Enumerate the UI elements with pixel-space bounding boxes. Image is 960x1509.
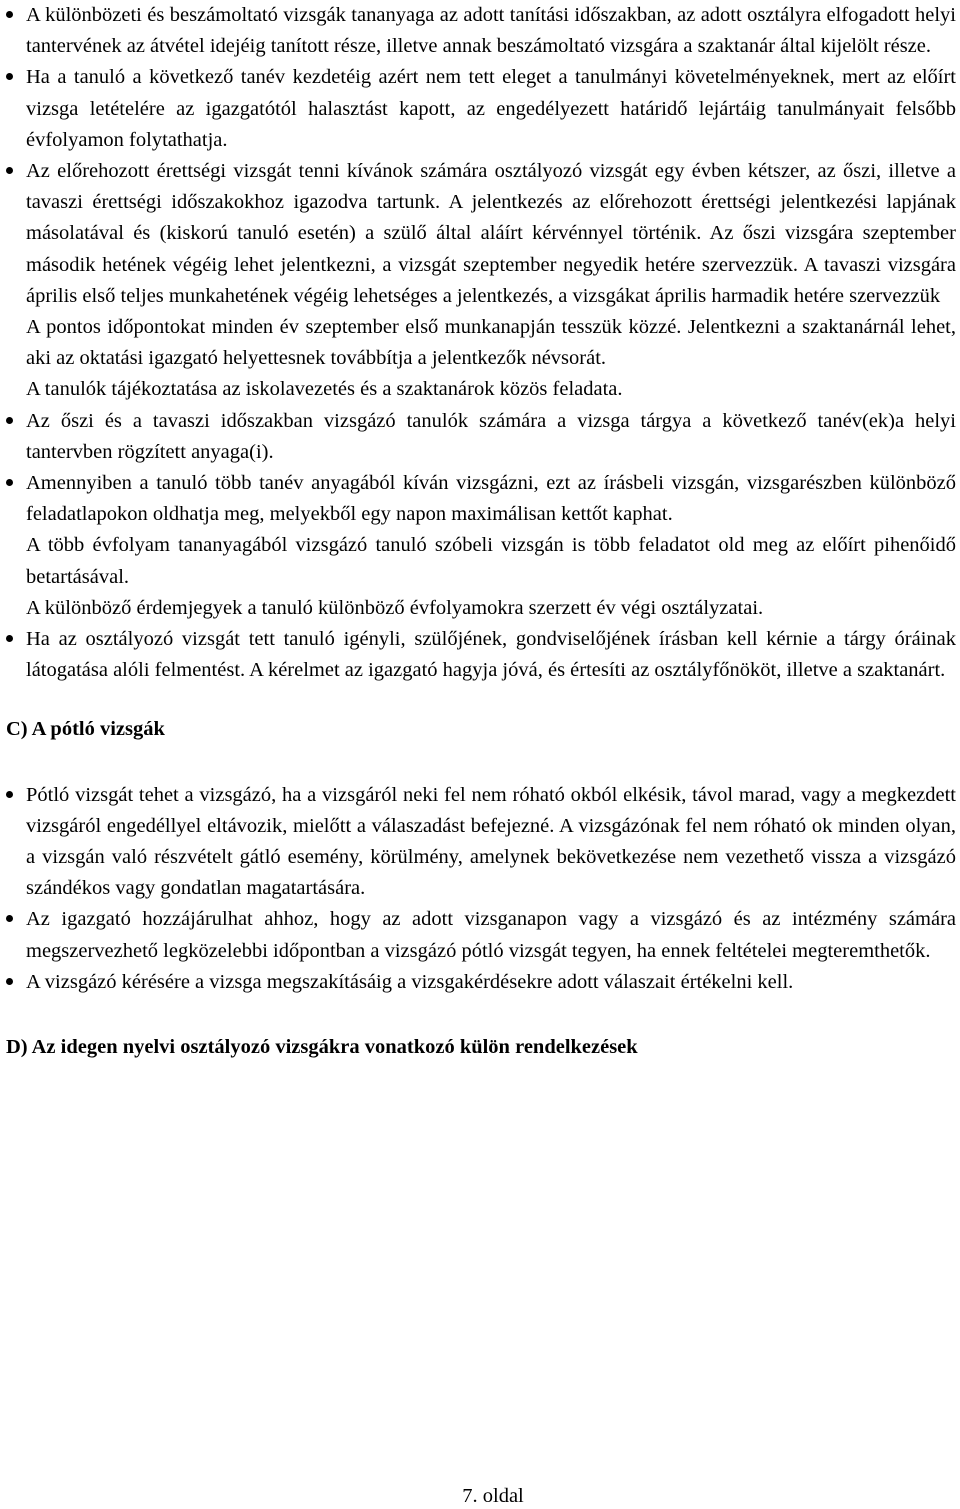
paragraph: A különböző érdemjegyek a tanuló különböző évfolyamokra szerzett év végi osztályzatai. [26, 596, 764, 619]
bullet-icon [6, 73, 13, 80]
paragraph: A pontos időpontokat minden év szeptember első munkanapján tesszük közzé. Jelentkezni a szaktanárnál lehet, aki az oktatási igazgató helyettesnek továbbítja a jelentkezők névsorát. [26, 316, 956, 370]
bullet-icon [6, 635, 13, 642]
list-item [26, 780, 956, 905]
paragraph: A különbözeti és beszámoltató vizsgák tananyaga az adott tanítási időszakban, az adott osztályra elfogadott helyi tantervének az átvétel idejéig tanított része, illetve annak beszámoltató vizsgára a szaktanár által kijelölt része. [26, 4, 956, 58]
section-heading-c: C) A pótló vizsgák [6, 718, 165, 741]
section-heading-d: D) Az idegen nyelvi osztályozó vizsgákra vonatkozó külön rendelkezések [6, 1036, 638, 1059]
paragraph: Amennyiben a tanuló több tanév anyagából kíván vizsgázni, ezt az írásbeli vizsgán, vizsgarészben különböző feladatlapokon oldhatja meg, melyekből egy napon maximálisan kettőt kaphat. [26, 472, 956, 526]
section-b-list [26, 0, 956, 686]
list-item [26, 468, 956, 624]
paragraph: Az őszi és a tavaszi időszakban vizsgázó tanulók számára a vizsga tárgya a következő tanév(ek)a helyi tantervben rögzített anyaga(i). [26, 409, 956, 463]
bullet-icon [6, 11, 13, 18]
paragraph: Ha az osztályozó vizsgát tett tanuló igényli, szülőjének, gondviselőjének írásban kell kérnie a tárgy óráinak látogatása alóli felmentést. A kérelmet az igazgató hagyja jóvá, és értesíti az osztályfőnököt, illetve a szaktanárt. [26, 628, 956, 682]
bullet-icon [6, 791, 13, 798]
bullet-icon [6, 915, 13, 922]
bullet-icon [6, 479, 13, 486]
list-item [26, 967, 956, 998]
paragraph: A több évfolyam tananyagából vizsgázó tanuló szóbeli vizsgán is több feladatot old meg az előírt pihenőidő betartásával. [26, 534, 956, 588]
paragraph: Az igazgató hozzájárulhat ahhoz, hogy az adott vizsganapon vagy a vizsgázó és az intézmény számára megszervezhető legközelebbi időpontban a vizsgázó pótló vizsgát tegyen, ha ennek feltételei megteremthetők. [26, 908, 956, 962]
paragraph: A tanulók tájékoztatása az iskolavezetés és a szaktanárok közös feladata. [26, 378, 623, 401]
bullet-icon [6, 978, 13, 985]
paragraph: Ha a tanuló a következő tanév kezdetéig azért nem tett eleget a tanulmányi követelményeknek, mert az előírt vizsga letételére az igazgatótól halasztást kapott, az engedélyezett határidő lejártáig tanulmányait felsőbb évfolyamon folytathatja. [26, 66, 956, 151]
document-page [6, 0, 956, 1063]
list-item [26, 62, 956, 156]
list-item [26, 156, 956, 406]
list-item [26, 624, 956, 686]
paragraph: Az előrehozott érettségi vizsgát tenni kívánok számára osztályozó vizsgát egy évben kétszer, az őszi, illetve a tavaszi érettségi időszakokhoz igazodva tartunk. A jelentkezés az előrehozott érettségi jelentkezési lapjának másolatával és (kiskorú tanuló esetén) a szülő által aláírt kérvénnyel történik. Az őszi vizsgára szeptember második hetének végéig lehet jelentkezni, a vizsgát szeptember negyedik hetére szervezzük. A tavaszi vizsgára április első teljes munkahetének végéig lehetséges a jelentkezés, a vizsgákat április harmadik hetére szervezzük [26, 160, 956, 307]
list-item [26, 904, 956, 966]
page-number: 7. oldal [462, 1485, 524, 1507]
paragraph: Pótló vizsgát tehet a vizsgázó, ha a vizsgáról neki fel nem róható okból elkésik, távol marad, vagy a megkezdett vizsgáról engedéllyel eltávozik, mielőtt a válaszadást befejezné. A vizsgázónak fel nem róható ok minden olyan, a vizsgán való részvételt gátló esemény, körülmény, amelynek bekövetkezése nem vezethető vissza a vizsgázó szándékos vagy gondatlan magatartására. [26, 783, 956, 900]
bullet-icon [6, 167, 13, 174]
list-item [26, 406, 956, 468]
bullet-icon [6, 417, 13, 424]
list-item [26, 0, 956, 62]
paragraph: A vizsgázó kérésére a vizsga megszakításáig a vizsgakérdésekre adott válaszait értékelni kell. [26, 970, 794, 993]
section-c-list [26, 780, 956, 998]
